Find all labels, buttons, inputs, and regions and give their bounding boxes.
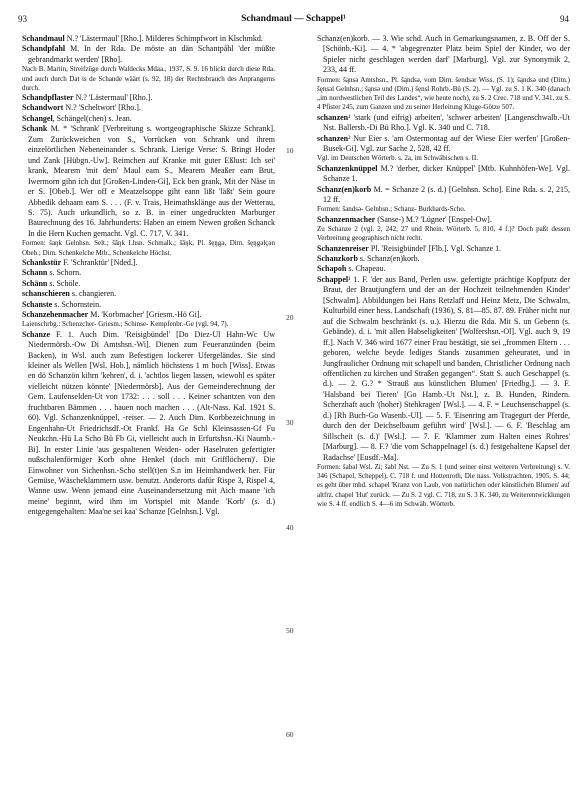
entry-headword: Schanste bbox=[22, 299, 53, 309]
dictionary-entry bbox=[317, 164, 570, 185]
entry-text: N.? 'Lästermaul' [Rho.]. bbox=[73, 92, 153, 102]
entry-headword: Schann bbox=[22, 268, 48, 278]
dictionary-entry bbox=[22, 330, 275, 518]
entry-headword: Schappel bbox=[317, 274, 349, 284]
entry-note: Formen: šandsə- Gelnhsn.; Schanz- Burkhards-Scho. bbox=[317, 205, 466, 214]
dictionary-entry bbox=[317, 134, 570, 155]
entry-headword: Schanzenmacher bbox=[317, 214, 376, 224]
entry-headword: Schandpfahl bbox=[22, 44, 66, 54]
right-column bbox=[317, 34, 570, 509]
entry-text: M. In der Rda. De möste an dän Schantpåhl 'der müßte gebrandmarkt werden' [Rho]. bbox=[28, 44, 275, 64]
entry-headword: Schangel bbox=[22, 113, 53, 123]
entry-headword: Schanzenreiser bbox=[317, 243, 369, 253]
entry-headword: Schanz(en)korb bbox=[317, 184, 372, 194]
entry-note: Formen: šabəl Wsl. Zi; šabl Nst. — Zu S. 1 (und seiner einst weiteren Verbreitung) s. V. 346 (Schapel, Scheppel), C. 718 f. und Hottenroth, Die nass. Volkstrachten, 1905, S. 44; es geht über mhd. schapel 'Kranz von Laub, von natürlichen oder künstlichen Blumen' auf altfrz. chapel 'Hut' zurück. — Zu S. 2 vgl. C. 718, zu S. 3 K. 340, zu Weiterentwicklungen wie S. 4 ff. endlich S. 4—6 im Schwäb. Wörterb. bbox=[317, 463, 570, 508]
left-column bbox=[22, 34, 275, 518]
dictionary-entry bbox=[317, 264, 570, 274]
entry-text: M. = Schanze 2 (s. d.) [Gelnhsn. Scho]. Eine Rda. s. 2, 215, 12 ff. bbox=[323, 184, 570, 204]
entry-text: M.? 'derber, dicker Knüppel' [Mtb. Kuhnhöfen-We]. Vgl. Schanze 1. bbox=[323, 163, 570, 184]
dictionary-entry bbox=[317, 244, 570, 254]
running-head: Schandmaul — Schappel¹ bbox=[241, 14, 346, 24]
entry-text: (Sanse-) M.? 'Lügner' [Enspel-Ow]. bbox=[375, 214, 492, 224]
entry-headword: Schandmaul bbox=[22, 34, 65, 43]
right-page-number: 94 bbox=[560, 14, 569, 24]
entry-note: Vgl. im Deutschen Wörterb. s. 2a, im Schwäbischen s. II. bbox=[317, 154, 479, 163]
entry-text: s. Schorn. bbox=[47, 268, 82, 278]
dictionary-entry bbox=[317, 34, 570, 76]
line-number-30: 30 bbox=[286, 418, 294, 427]
dictionary-entry bbox=[22, 289, 275, 299]
dictionary-entry bbox=[22, 124, 275, 239]
entry-text: F. 'Schranktür' [Nded.]. bbox=[61, 257, 138, 267]
entry-headword: Schanzehenmacher bbox=[22, 309, 89, 319]
entry-text: N.? 'Scheltwort' [Rho.]. bbox=[63, 103, 141, 113]
dictionary-entry bbox=[317, 113, 570, 134]
entry-text: F. 1. Auch Dim. 'Reisigbündel' [Do Diez-Ul Hahn-Wc Uw Niedermörsb.-Ow Di Amtshsn.-Wi]. Dienen zum Feueranzünden (beim Backen), in Wsl. auch zum Befestigen lockerer Ufergeländes. Sie sind kleiner als Wellen [Wsl. Hob.], nämlich höchstens 1 m hoch [Wiss]. Etwas en dö Schanzön kihrn 'kehren', d. i. 'achtlos liegen lassen, wiewohl es später vielleicht nützen könnte' [Niedermörsb]. Aus der Gemeinderechnung der Gem. Laufenselden-Ut von 1732: . . . soll . . . Keiner schantzen von den fruchtbaren Bämmen . . . hauen noch machen . . . (Alt-Nass. Kal. 1921 S. 60). Vgl. Schanzenknüppel, -reiser. — 2. Auch Dim. Korbbezeichnung in Engenhahn-Ut Friedrichsdf.-Ot Frankf. Ha Ge Schl Kleinsassen-Gf Fu Neukchn.-Hü La Scho Bü Fb Gi, vielleicht auch in Erfurtshsn.-Ki Naumb.-Bi]. In erster Linie 'aus gespaltenen Weiden- oder Haselruten gefertigter nußschalenförmiger Korb ohne Henkel (doch mit Grifflöchern)'. Die Einwohner von Sichenhsn.-Scho stell(t)en S.n im Heimhandwerk her. Für Gemüse, Wäscheklammern usw. benutzt. Anderorts dafür Rispe 3, Rispel 4, Wanne usw. Wenn jemand eine Auseinandersetzung mit Aich maane 'ich meine' beginnt, wird ihm im Vortspiel mit Mande 'Korb' (s. d.) entgegengehalten: Maa'ne sei kaa' Schanze [Gelnhsn.]. Vgl. bbox=[28, 329, 275, 517]
entry-note: Laienschrbg.: Schenzcher- Griesm.; Schinse- Kempfenbr.-Ge (vgl. 94, 7). bbox=[22, 320, 229, 329]
entry-text: s. Chapeau. bbox=[346, 264, 386, 274]
entry-text: ² Nur Eier s. 'am Ostermontag auf der Wiese Eier werfen' [Großen-Busek-Gi]. Vgl. zur Sache 2, 528, 42 ff. bbox=[323, 133, 570, 153]
dictionary-entry bbox=[22, 93, 275, 103]
line-number-60: 60 bbox=[286, 730, 294, 739]
entry-headword: schanschieren bbox=[22, 289, 70, 299]
entry-text: ¹ 1. F. 'der aus Band, Perlen usw. gefertigte prächtige Kopfputz der Braut, der Brautjungfern und der an der Hochzeit teilnehmenden Kinder' [Schwalm]. Abbildungen bei Hans Retzlaff und Heinz Metz, Die Schwalm, Kulturbild einer hess. Landschaft (1936), S. 81—85. 87. 89. Früher nicht nur auf die Schwalm beschränkt (s. u.). Hierzu die Rda. Mit S. un Gebenn (s. Gebände). d. i. 'mit allen Habseligkeiten' [Wolfershsn.-Ol]. Vgl. auch 9, 19 ff.]. Nach V. 346 wird 1677 einer Frau bestätigt, sie sei „frommen Eltern . . . geboren, welche beyde lediges Stands zusammen geheuratet, und in Jungfraulicher Ordnung mit schapell und banden, Christlicher Ordnung nach offentlichen zu kirchen und Straßen gegangen“. Statt S. auch Geschappel (s. d.). — 2. G.? * 'Strauß aus künstlichen Blumen' [Friedbg.]. — 3. F. 'Halsband bei Tieren' [Go Hamb.-Ut Nst.], z. B. Hunden, Rindern. Scherzhaft auch '(hoher) Stehkragen' [Wsl.]. — 4. F. = Leuchsenschappel (s. d.) [Rh Buch-Go Wasenb.-Ul]. — 5. F. 'Eisenring am Tragegurt der Pferde, durch den der Deichselbaum geführt wird' [Wsl.]. — 6. F. 'Beschlag am Sillscheit (s. d.)' [Wsl.]. — 7. F. 'Klammer zum Halten eines Rohres' [Marburg]. — 8. F.? 'die vom Schappelnagel (s. d.) festgehaltene Kapsel der Radachse' [Eusdf.-Ma]. bbox=[323, 274, 570, 462]
entry-text: s. Schanz(en)korb. bbox=[357, 253, 420, 263]
entry-headword: Schapoh bbox=[317, 264, 347, 274]
entry-text: M. * 'Schrank' [Verbreitung s. wortgeographische Skizze Schrank]. Zum Zurückweichen von S., Vorrücken von Schrank und ihrem einzelörtlichen Nebeneinander s. Schrank. Lierige Verse: S. Bringt Hoder und Zank [Hübgn.-Uw]. Reimchen auf Kranke mit guter Eßlust: Ich sei' krank, Mearem 'mit dem' Maul eam S., Mearem Meaßer eam Brut, Iwermorn gihn ich dut [Großen-Linden-Gi], Eck ben grank, Mit der Näse in er S. [Obeb.]. Wer off e Meatzelsoppe giht eann lißt 'läßt' Sein goure Abbedik dehaam eam S. . . . (F. v. Trais, Heimathsklänge aus der Wetterau, S. 75). Auch urkundlich, so z. B. in einer ungedruckten Marburger Baurechnung des 16. Jahrhunderts: Haben an einem Newen großen Schanck In die Hern Kuchen gemacht. Vgl. C. 717, V. 341. bbox=[28, 124, 275, 238]
entry-note: Nach B. Martin, Streifzüge durch Waldecks Mdaa., 1937, S. 9. 16 blickt durch diese Rda. und auch durch Dat is de Schande wäärt (s. 92, 18) der Rechtsbrauch des Anprangerns durch. bbox=[22, 65, 275, 92]
entry-note: Formen: šaŋk Gelnhsn. Selt.; šāŋk Lhsn. Schmalk.; šāŋk, Pl. šęŋgə, Dim. šęŋgəlçən Obeb.; Dim. Schenkelche Mtb., Schenkelche Höchst. bbox=[22, 239, 275, 257]
entry-headword: Schanze bbox=[22, 329, 50, 339]
entry-text: s. Schöle. bbox=[47, 278, 81, 288]
dictionary-entry bbox=[22, 268, 275, 278]
dictionary-entry bbox=[22, 279, 275, 289]
entry-text: M. 'Korbmacher' [Griesm.-Hö Gi]. bbox=[88, 309, 202, 319]
entry-text: Pl. 'Reisigbündel' [Flb.]. Vgl. Schanze 1. bbox=[368, 243, 502, 253]
dictionary-entry bbox=[317, 215, 570, 225]
dictionary-entry bbox=[317, 254, 570, 264]
line-number-20: 20 bbox=[286, 313, 294, 322]
entry-headword: Schänn bbox=[22, 278, 48, 288]
dictionary-entry bbox=[22, 44, 275, 65]
entry-headword: Schank bbox=[22, 124, 48, 134]
dictionary-entry bbox=[317, 275, 570, 463]
entry-headword: Schandpflaster bbox=[22, 92, 74, 102]
entry-text: N.? 'Lästermaul' [Rho.]. Milderes Schimpfwort in Klschmkd. bbox=[64, 34, 263, 43]
entry-headword: schanzen bbox=[317, 133, 349, 143]
entry-text: s. changieren. bbox=[69, 289, 117, 299]
left-page-number: 93 bbox=[18, 14, 27, 24]
dictionary-entry bbox=[22, 114, 275, 124]
entry-text: s. Schornstein. bbox=[52, 299, 102, 309]
entry-headword: schanzen bbox=[317, 112, 349, 122]
dictionary-entry bbox=[22, 34, 275, 44]
dictionary-entry bbox=[22, 103, 275, 113]
line-number-10: 10 bbox=[286, 146, 294, 155]
dictionary-entry bbox=[22, 258, 275, 268]
entry-headword: Schanzkorb bbox=[317, 253, 358, 263]
dictionary-entry bbox=[22, 310, 275, 320]
entry-note: Zu Schanze 2 (vgl. 2, 242, 27 und Rhein. Wörterb. 5, 810, 4 f.)? Doch paßt dessen Verbreitung geographisch nicht recht. bbox=[317, 225, 570, 243]
line-number-40: 40 bbox=[286, 523, 294, 532]
line-number-50: 50 bbox=[286, 626, 294, 635]
entry-headword: Schandwort bbox=[22, 103, 64, 113]
entry-text: , Schängel(chen) s. Jean. bbox=[52, 113, 132, 123]
entry-note: Formen: šąnsə Amtshsn., Pl. šąndsə, vom Dim. šendsər Wiss. (S. 1); šąndsə und (Dim.) šęnsəl Gelnhsn.; šąnsə und (Dim.) šęnsl Rohrb.-Bü (S. 2). — Vgl. zu S. 1 K. 340 (danach „im nordwestlichen Teil des Landes“, wie heute noch), zu S. 2 Crec. 718 und V. 341, zu S. 4 Pfister 245, zum Ganzen und zu seiner Herleitung Kluge-Götze 507. bbox=[317, 75, 571, 112]
entry-text: ¹ 'stark (und eifrig) arbeiten', 'schwer arbeiten' [Langenschwalb.-Ut Nst. Ballersb.-Di Bü Rho.]. Vgl. K. 340 und C. 718. bbox=[323, 112, 570, 133]
entry-headword: Schankstür bbox=[22, 257, 62, 267]
dictionary-entry bbox=[22, 300, 275, 310]
dictionary-entry bbox=[317, 185, 570, 206]
entry-headword: Schanzenknüppel bbox=[317, 163, 378, 173]
entry-text: Schanz(en)korb. — 3. Wie schd. Auch in Gemarkungsnamen, z. B. Off der S. [Schönb.-Ki]. — 4. * 'abgegrenzter Platz beim Spiel der Kinder, wo der Spieler nicht geschlagen werden darf' [Marburg]. Vgl. zur Synonymik 2, 233, 44 ff. bbox=[317, 34, 570, 75]
